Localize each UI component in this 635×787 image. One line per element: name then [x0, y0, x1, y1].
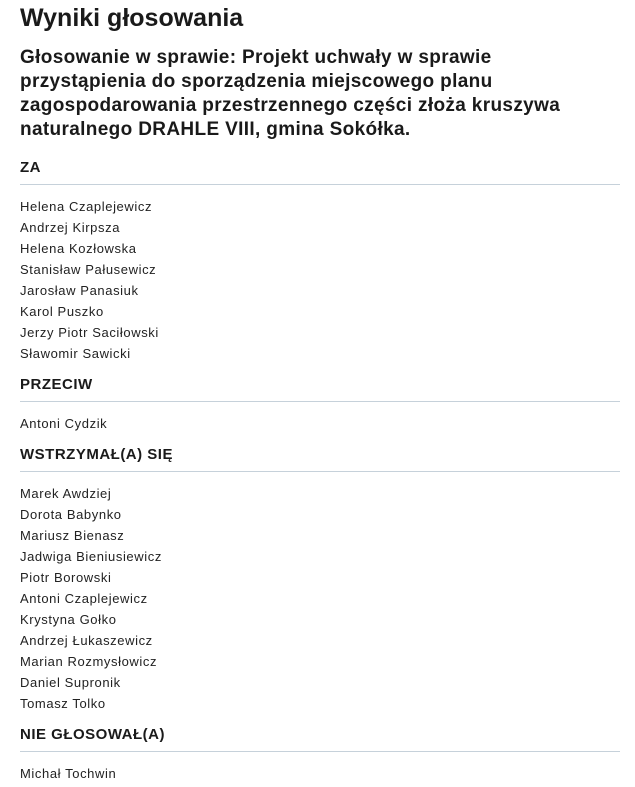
voter-name: Jerzy Piotr Saciłowski: [20, 325, 159, 340]
voter-name: Sławomir Sawicki: [20, 346, 131, 361]
voter-name: Helena Czaplejewicz: [20, 199, 153, 214]
voter-name: Piotr Borowski: [20, 570, 112, 585]
voter-name: Tomasz Tolko: [20, 696, 106, 711]
voter-list-nie-glosowal: [20, 752, 620, 784]
voter-name: Krystyna Gołko: [20, 612, 117, 627]
voter-name: Michał Tochwin: [20, 766, 117, 781]
group-heading-za: ZA: [20, 159, 620, 185]
voter-name: Daniel Supronik: [20, 675, 121, 690]
vote-group-wstrzymal: [20, 446, 620, 714]
voter-name: Marek Awdziej: [20, 486, 112, 501]
voter-name: Helena Kozłowska: [20, 241, 137, 256]
voter-list-za: [20, 185, 620, 364]
voter-list-wstrzymal: [20, 472, 620, 714]
voter-name: Stanisław Pałusewicz: [20, 262, 157, 277]
voter-name: Antoni Czaplejewicz: [20, 591, 148, 606]
group-heading-nie-glosowal: NIE GŁOSOWAŁ(A): [20, 726, 620, 752]
vote-results-page: [20, 0, 620, 784]
vote-group-przeciw: [20, 376, 620, 434]
voter-name: Antoni Cydzik: [20, 416, 108, 431]
group-heading-przeciw: PRZECIW: [20, 376, 620, 402]
vote-group-nie-glosowal: [20, 726, 620, 784]
voter-name: Karol Puszko: [20, 304, 104, 319]
voter-name: Jarosław Panasiuk: [20, 283, 139, 298]
voter-name: Dorota Babynko: [20, 507, 122, 522]
voter-name: Andrzej Łukaszewicz: [20, 633, 153, 648]
vote-subject: Głosowanie w sprawie: Projekt uchwały w sprawie przystąpienia do sporządzenia miejscowego planu zagospodarowania przestrzennego części złoża kruszywa naturalnego DRAHLE VIII, gmina Sokółka.: [20, 47, 561, 140]
voter-name: Andrzej Kirpsza: [20, 220, 121, 235]
page-title: Wyniki głosowania: [20, 4, 244, 32]
voter-list-przeciw: [20, 402, 620, 434]
group-heading-wstrzymal: WSTRZYMAŁ(A) SIĘ: [20, 446, 620, 472]
voter-name: Marian Rozmysłowicz: [20, 654, 158, 669]
voter-name: Mariusz Bienasz: [20, 528, 125, 543]
vote-group-za: [20, 159, 620, 364]
voter-name: Jadwiga Bieniusiewicz: [20, 549, 162, 564]
